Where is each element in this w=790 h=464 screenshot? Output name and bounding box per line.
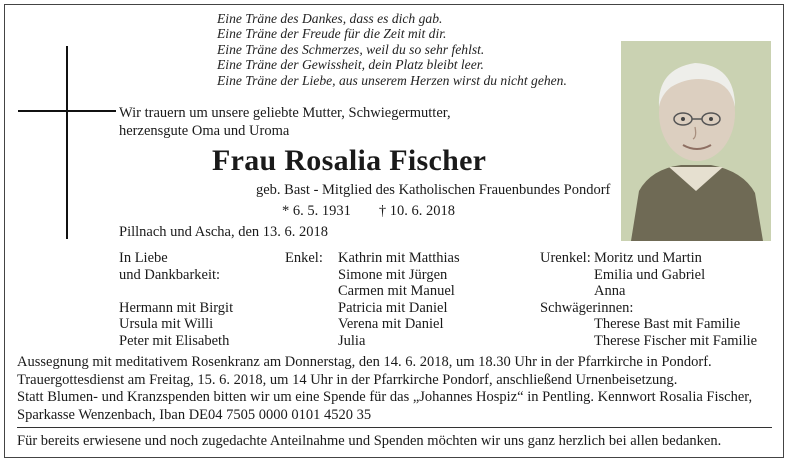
services-info xyxy=(17,354,752,424)
divider xyxy=(17,427,772,428)
grandchild-line: Kathrin mit Matthias xyxy=(338,250,460,266)
closing-thanks: Für bereits erwiesene und noch zugedachte Anteilnahme und Spenden möchten wir uns ganz herzlich bei allen bedanken. xyxy=(17,433,722,449)
poem-line: Eine Träne der Freude für die Zeit mit dir. xyxy=(217,26,447,42)
grandchild-line: Verena mit Daniel xyxy=(338,316,444,332)
service-line: Trauergottesdienst am Freitag, 15. 6. 2018, um 14 Uhr in der Pfarrkirche Pondorf, anschließend Urnenbeisetzung. xyxy=(17,371,678,388)
mourner-line: und Dankbarkeit: xyxy=(119,266,221,283)
mourner-line: Peter mit Elisabeth xyxy=(119,332,230,349)
poem-line: Eine Träne der Liebe, aus unserem Herzen wirst du nicht gehen. xyxy=(217,72,567,88)
grandchild-line: Patricia mit Daniel xyxy=(338,299,448,316)
birth-date: * 6. 5. 1931 xyxy=(282,203,351,219)
mourner-line: Hermann mit Birgit xyxy=(119,299,234,316)
place-date: Pillnach und Ascha, den 13. 6. 2018 xyxy=(119,224,329,240)
cross-vertical-bar xyxy=(66,46,68,239)
great-grandchild-line: Moritz und Martin xyxy=(594,250,702,266)
death-date: 10. 6. 2018 xyxy=(389,203,455,219)
portrait-image xyxy=(621,41,771,241)
poem-line: Eine Träne des Schmerzes, weil du so sehr fehlst. xyxy=(217,41,485,57)
poem-line: Eine Träne des Dankes, dass es dich gab. xyxy=(217,11,443,26)
cross-horizontal-bar xyxy=(18,110,116,112)
mourners-family-column xyxy=(119,250,233,349)
intro-text xyxy=(119,104,451,140)
sister-in-law-line: Therese Bast mit Familie xyxy=(594,316,741,332)
great-grandchildren-label: Urenkel: xyxy=(540,250,591,266)
intro-line: Wir trauern um unsere geliebte Mutter, Schwiegermutter, xyxy=(119,105,451,121)
grandchildren-label: Enkel: xyxy=(285,250,323,266)
grandchild-line: Carmen mit Manuel xyxy=(338,283,455,299)
maiden-name-membership: geb. Bast - Mitglied des Katholischen Frauenbundes Pondorf xyxy=(256,182,611,198)
sister-in-law-line: Therese Fischer mit Familie xyxy=(594,332,758,349)
portrait-photo xyxy=(621,41,771,241)
mourner-line xyxy=(119,283,233,300)
great-grandchild-line: Anna xyxy=(594,283,626,299)
grandchild-line: Simone mit Jürgen xyxy=(338,266,448,283)
sisters-in-law-label: Schwägerinnen: xyxy=(540,299,634,316)
grandchildren-column xyxy=(338,250,460,349)
grandchild-line: Julia xyxy=(338,332,366,349)
mourner-line: Ursula mit Willi xyxy=(119,316,214,332)
great-grandchildren-column xyxy=(594,250,705,300)
poem xyxy=(217,11,567,88)
mourner-line: In Liebe xyxy=(119,250,168,266)
intro-line: herzensgute Oma und Uroma xyxy=(119,123,290,139)
life-dates xyxy=(282,203,455,220)
sisters-in-law-column xyxy=(594,316,757,349)
deceased-name: Frau Rosalia Fischer xyxy=(212,144,487,177)
great-grandchild-line: Emilia und Gabriel xyxy=(594,266,706,283)
cross-icon: † xyxy=(378,203,387,219)
poem-line: Eine Träne der Gewissheit, dein Platz bleibt leer. xyxy=(217,57,484,73)
service-line: Statt Blumen- und Kranzspenden bitten wir um eine Spende für das „Johannes Hospiz“ in Pentling. Kennwort Rosalia Fischer, xyxy=(17,389,753,405)
service-line: Sparkasse Wenzenbach, Iban DE04 7505 0000 0101 4520 35 xyxy=(17,406,372,423)
service-line: Aussegnung mit meditativem Rosenkranz am Donnerstag, den 14. 6. 2018, um 18.30 Uhr in der Pfarrkirche in Pondorf. xyxy=(17,354,712,370)
